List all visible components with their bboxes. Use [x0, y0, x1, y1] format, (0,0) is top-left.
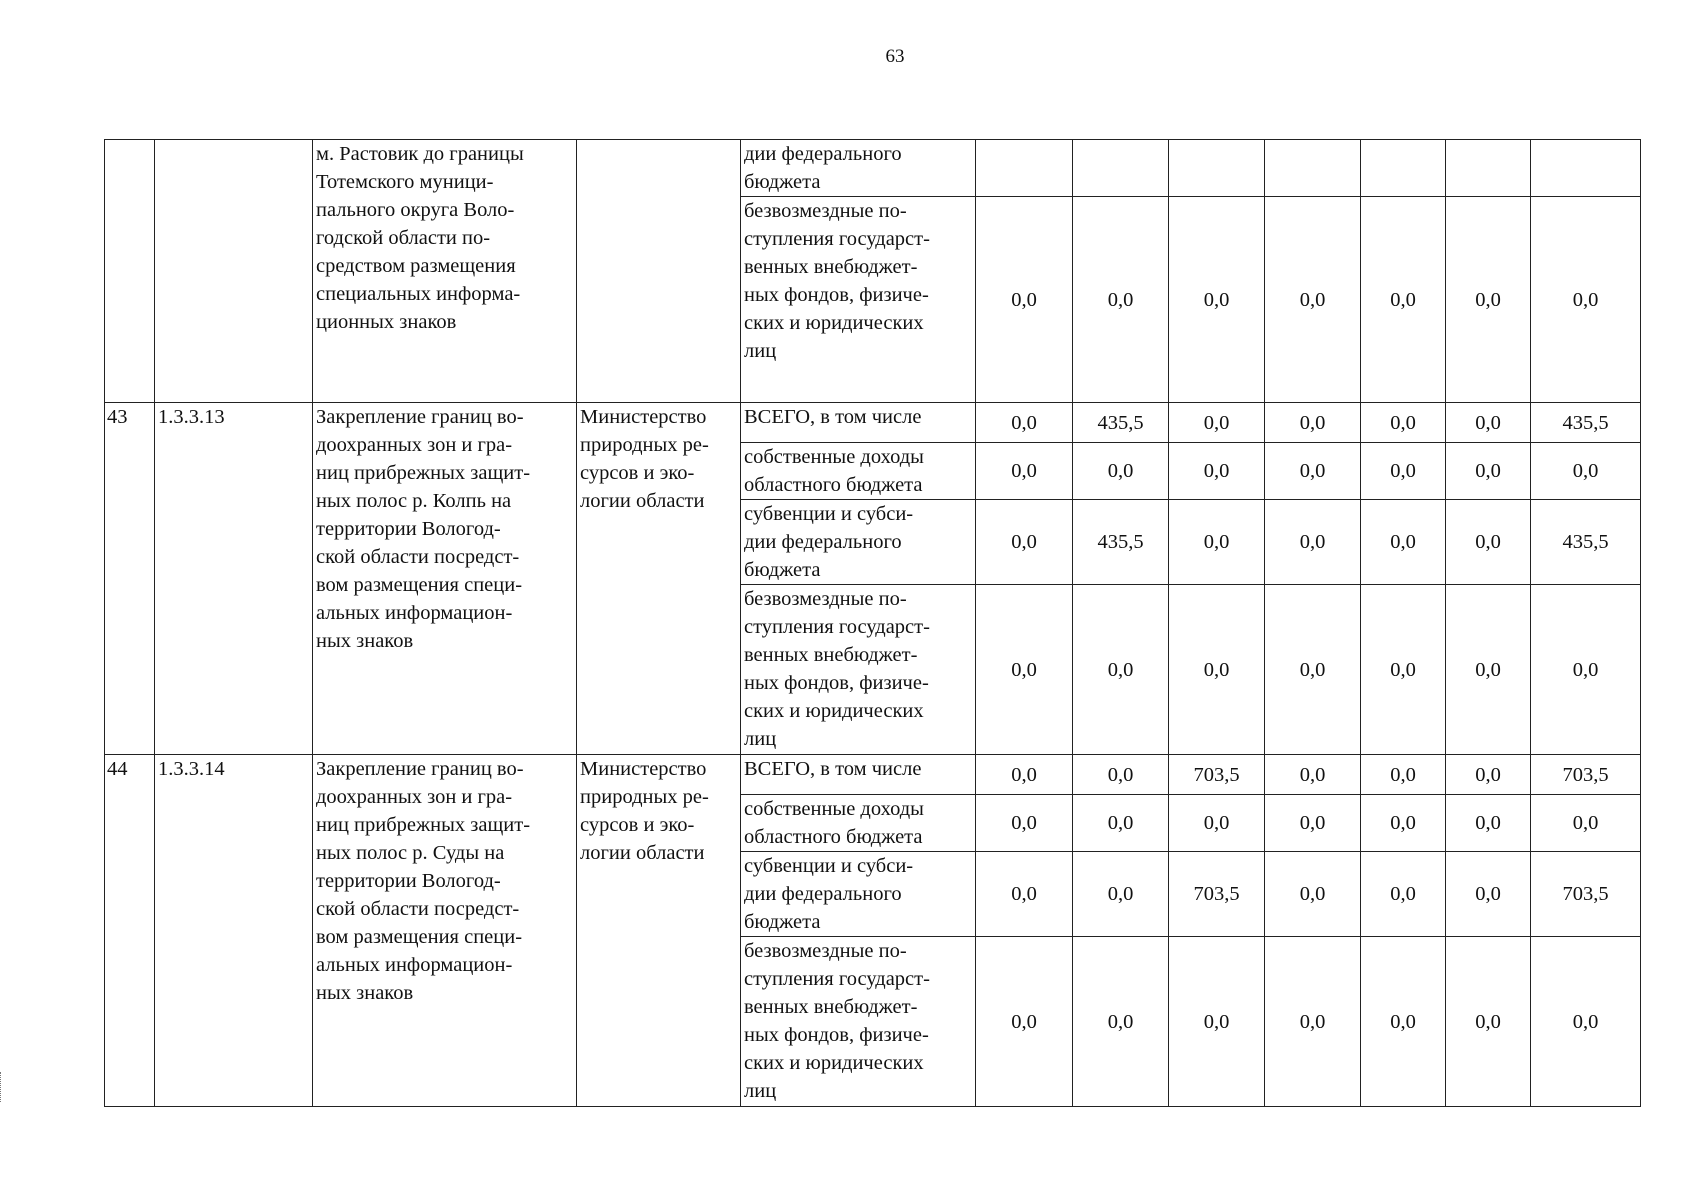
value-cell: 0,0 — [1446, 197, 1531, 403]
row-number-cell: 43 — [105, 403, 155, 755]
value-cell: 703,5 — [1169, 755, 1265, 795]
description-cell-line: ниц прибрежных защит- — [316, 814, 531, 836]
value-cell: 0,0 — [1169, 937, 1265, 1107]
description-cell-line: специальных информа- — [316, 283, 521, 305]
funding-source-cell — [741, 197, 976, 403]
description-cell-line: ных знаков — [316, 630, 414, 652]
description-cell-line: ных знаков — [316, 982, 414, 1004]
description-cell — [313, 140, 577, 403]
value-cell: 0,0 — [1361, 755, 1446, 795]
funding-source-cell-line: лиц — [744, 340, 777, 362]
responsible-cell-line: сурсов и эко- — [580, 462, 695, 484]
table-row — [105, 755, 1641, 795]
responsible-cell-line: логии области — [580, 842, 705, 864]
value-cell — [1361, 140, 1446, 197]
funding-source-cell — [741, 755, 976, 795]
description-cell-line: пального округа Воло- — [316, 199, 515, 221]
funding-source-cell-line: собственные доходы — [744, 798, 924, 820]
value-cell: 0,0 — [1265, 585, 1361, 755]
description-cell-line: ниц прибрежных защит- — [316, 462, 531, 484]
value-cell: 0,0 — [1446, 755, 1531, 795]
responsible-cell-line: природных ре- — [580, 786, 709, 808]
value-cell: 0,0 — [1531, 443, 1641, 500]
funding-source-cell — [741, 403, 976, 443]
description-cell-line: альных информацион- — [316, 954, 513, 976]
value-cell: 0,0 — [976, 937, 1073, 1107]
value-cell: 0,0 — [976, 197, 1073, 403]
value-cell: 435,5 — [1531, 403, 1641, 443]
scan-edge-marks — [0, 1072, 4, 1102]
funding-source-cell-line: бюджета — [744, 559, 821, 581]
budget-table — [104, 139, 1641, 1107]
value-cell: 435,5 — [1531, 500, 1641, 585]
description-cell — [313, 403, 577, 755]
funding-source-cell-line: венных внебюджет- — [744, 644, 918, 666]
value-cell — [1265, 140, 1361, 197]
responsible-cell-line: Министерство — [580, 758, 707, 780]
row-number-cell: 44 — [105, 755, 155, 1107]
funding-source-cell-line: дии федерального — [744, 143, 902, 165]
description-cell-line: ской области посредст- — [316, 898, 520, 920]
value-cell: 0,0 — [1446, 500, 1531, 585]
table-row — [105, 403, 1641, 443]
value-cell — [976, 140, 1073, 197]
funding-source-cell-line: субвенции и субси- — [744, 503, 914, 525]
value-cell: 0,0 — [1446, 852, 1531, 937]
description-cell-line: м. Растовик до границы — [316, 143, 524, 165]
value-cell: 0,0 — [1531, 795, 1641, 852]
value-cell: 703,5 — [1531, 852, 1641, 937]
funding-source-cell-line: ских и юридических — [744, 1052, 924, 1074]
funding-source-cell — [741, 795, 976, 852]
responsible-cell-line: логии области — [580, 490, 705, 512]
value-cell: 0,0 — [1169, 443, 1265, 500]
value-cell: 0,0 — [1169, 585, 1265, 755]
value-cell: 0,0 — [1531, 937, 1641, 1107]
value-cell: 0,0 — [1361, 795, 1446, 852]
value-cell: 0,0 — [976, 795, 1073, 852]
value-cell: 0,0 — [976, 755, 1073, 795]
funding-source-cell-line: безвозмездные по- — [744, 200, 907, 222]
value-cell: 0,0 — [1361, 585, 1446, 755]
code-cell: 1.3.3.13 — [155, 403, 313, 755]
value-cell — [1446, 140, 1531, 197]
description-cell-line: ской области посредст- — [316, 546, 520, 568]
description-cell-line: годской области по- — [316, 227, 491, 249]
description-cell-line: ных полос р. Колпь на — [316, 490, 512, 512]
value-cell: 0,0 — [1531, 197, 1641, 403]
funding-source-cell — [741, 500, 976, 585]
value-cell: 0,0 — [976, 852, 1073, 937]
funding-source-cell-line: бюджета — [744, 911, 821, 933]
table-body — [105, 140, 1641, 1107]
value-cell: 0,0 — [1446, 443, 1531, 500]
value-cell: 0,0 — [976, 585, 1073, 755]
funding-source-cell-line: безвозмездные по- — [744, 588, 907, 610]
value-cell: 0,0 — [1361, 443, 1446, 500]
value-cell: 0,0 — [1169, 403, 1265, 443]
funding-source-cell-line: лиц — [744, 728, 777, 750]
value-cell: 0,0 — [1446, 585, 1531, 755]
responsible-cell — [577, 755, 741, 1107]
description-cell-line: ционных знаков — [316, 311, 457, 333]
funding-source-cell — [741, 937, 976, 1107]
value-cell: 0,0 — [1169, 795, 1265, 852]
table-row — [105, 140, 1641, 197]
value-cell: 0,0 — [1446, 795, 1531, 852]
value-cell — [1169, 140, 1265, 197]
value-cell: 0,0 — [1073, 795, 1169, 852]
description-cell-line: альных информацион- — [316, 602, 513, 624]
funding-source-cell-line: ступления государст- — [744, 968, 930, 990]
value-cell: 0,0 — [1361, 197, 1446, 403]
value-cell: 0,0 — [1169, 197, 1265, 403]
value-cell: 0,0 — [1073, 937, 1169, 1107]
funding-source-cell — [741, 443, 976, 500]
code-cell — [155, 140, 313, 403]
description-cell-line: доохранных зон и гра- — [316, 786, 513, 808]
responsible-cell — [577, 403, 741, 755]
value-cell — [1073, 140, 1169, 197]
description-cell-line: средством размещения — [316, 255, 516, 277]
description-cell-line: Тотемского муници- — [316, 171, 494, 193]
value-cell: 0,0 — [1073, 852, 1169, 937]
funding-source-cell-line: ских и юридических — [744, 312, 924, 334]
funding-source-cell-line: ступления государст- — [744, 228, 930, 250]
value-cell — [1531, 140, 1641, 197]
value-cell: 0,0 — [1265, 443, 1361, 500]
page-number: 63 — [885, 46, 905, 67]
value-cell: 0,0 — [1265, 755, 1361, 795]
value-cell: 435,5 — [1073, 403, 1169, 443]
value-cell: 0,0 — [1361, 937, 1446, 1107]
value-cell: 0,0 — [976, 403, 1073, 443]
funding-source-cell-line: венных внебюджет- — [744, 996, 918, 1018]
responsible-cell — [577, 140, 741, 403]
responsible-cell-line: природных ре- — [580, 434, 709, 456]
funding-source-cell-line: бюджета — [744, 171, 821, 193]
value-cell: 435,5 — [1073, 500, 1169, 585]
description-cell-line: ных полос р. Суды на — [316, 842, 505, 864]
value-cell: 0,0 — [1265, 795, 1361, 852]
value-cell: 0,0 — [1265, 403, 1361, 443]
funding-source-cell-line: ских и юридических — [744, 700, 924, 722]
funding-source-cell-line: ВСЕГО, в том числе — [744, 758, 922, 780]
responsible-cell-line: Министерство — [580, 406, 707, 428]
funding-source-cell — [741, 140, 976, 197]
value-cell: 0,0 — [1265, 197, 1361, 403]
value-cell: 0,0 — [1446, 403, 1531, 443]
description-cell-line: вом размещения специ- — [316, 926, 523, 948]
value-cell: 0,0 — [1073, 443, 1169, 500]
description-cell-line: Закрепление границ во- — [316, 758, 524, 780]
value-cell: 0,0 — [1361, 500, 1446, 585]
value-cell: 0,0 — [1265, 500, 1361, 585]
funding-source-cell-line: безвозмездные по- — [744, 940, 907, 962]
funding-source-cell-line: ВСЕГО, в том числе — [744, 406, 922, 428]
value-cell: 0,0 — [1531, 585, 1641, 755]
value-cell: 0,0 — [1446, 937, 1531, 1107]
row-number-cell — [105, 140, 155, 403]
value-cell: 0,0 — [1169, 500, 1265, 585]
funding-source-cell-line: венных внебюджет- — [744, 256, 918, 278]
funding-source-cell-line: лиц — [744, 1080, 777, 1102]
funding-source-cell-line: дии федерального — [744, 531, 902, 553]
value-cell: 703,5 — [1531, 755, 1641, 795]
funding-source-cell-line: собственные доходы — [744, 446, 924, 468]
description-cell-line: территории Вологод- — [316, 870, 501, 892]
funding-source-cell-line: ступления государст- — [744, 616, 930, 638]
description-cell-line: территории Вологод- — [316, 518, 501, 540]
value-cell: 0,0 — [1265, 852, 1361, 937]
value-cell: 0,0 — [1073, 585, 1169, 755]
code-cell: 1.3.3.14 — [155, 755, 313, 1107]
funding-source-cell-line: областного бюджета — [744, 474, 923, 496]
description-cell-line: Закрепление границ во- — [316, 406, 524, 428]
description-cell-line: вом размещения специ- — [316, 574, 523, 596]
value-cell: 0,0 — [1361, 403, 1446, 443]
funding-source-cell-line: ных фондов, физиче- — [744, 284, 929, 306]
value-cell: 0,0 — [976, 500, 1073, 585]
value-cell: 0,0 — [1265, 937, 1361, 1107]
value-cell: 703,5 — [1169, 852, 1265, 937]
description-cell — [313, 755, 577, 1107]
funding-source-cell-line: ных фондов, физиче- — [744, 1024, 929, 1046]
responsible-cell-line: сурсов и эко- — [580, 814, 695, 836]
value-cell: 0,0 — [976, 443, 1073, 500]
value-cell: 0,0 — [1073, 197, 1169, 403]
funding-source-cell — [741, 852, 976, 937]
description-cell-line: доохранных зон и гра- — [316, 434, 513, 456]
funding-source-cell — [741, 585, 976, 755]
funding-source-cell-line: ных фондов, физиче- — [744, 672, 929, 694]
funding-source-cell-line: субвенции и субси- — [744, 855, 914, 877]
funding-source-cell-line: областного бюджета — [744, 826, 923, 848]
value-cell: 0,0 — [1073, 755, 1169, 795]
funding-source-cell-line: дии федерального — [744, 883, 902, 905]
value-cell: 0,0 — [1361, 852, 1446, 937]
